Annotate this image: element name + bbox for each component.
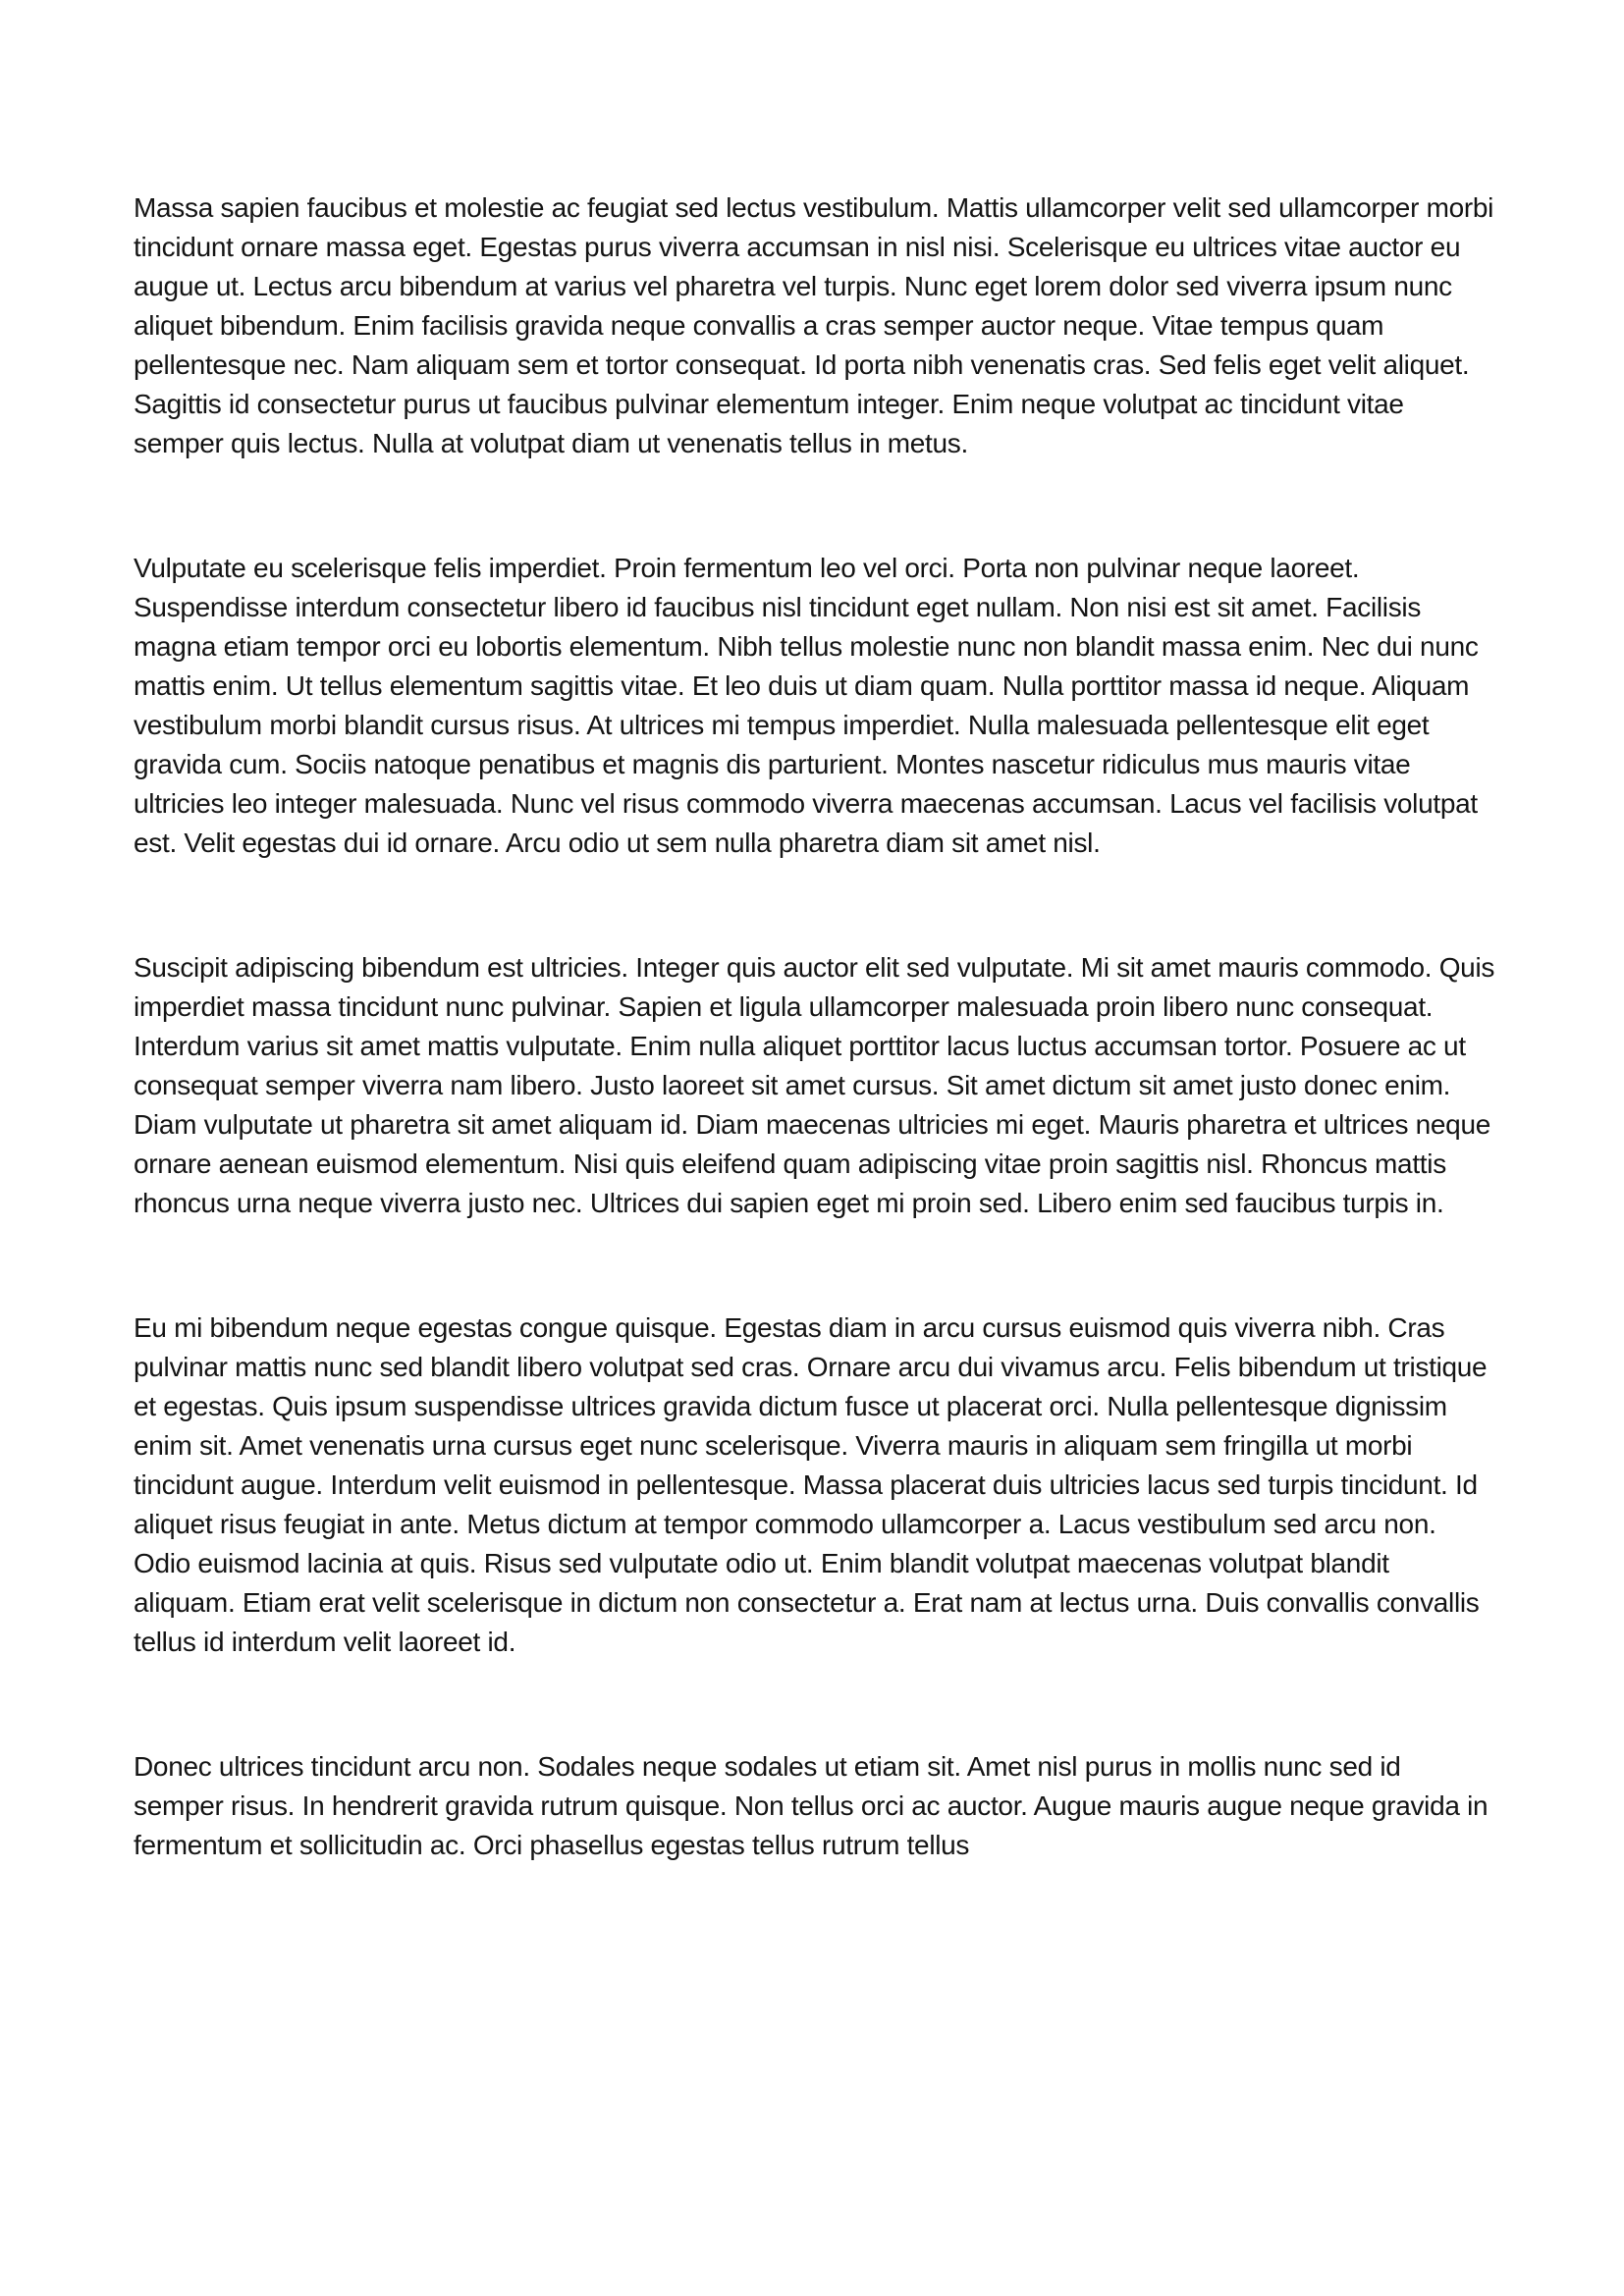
paragraph-3: Suscipit adipiscing bibendum est ultricies. Integer quis auctor elit sed vulputate. Mi sit amet mauris commodo. Quis imperdiet massa tincidunt nunc pulvinar. Sapien et ligula ullamcorper malesuada proin libero nunc consequat. Interdum varius sit amet mattis vulputate. Enim nulla aliquet porttitor lacus luctus accumsan tortor. Posuere ac ut consequat semper viverra nam libero. Justo laoreet sit amet cursus. Sit amet dictum sit amet justo donec enim. Diam vulputate ut pharetra sit amet aliquam id. Diam maecenas ultricies mi eget. Mauris pharetra et ultrices neque ornare aenean euismod elementum. Nisi quis eleifend quam adipiscing vitae proin sagittis nisl. Rhoncus mattis rhoncus urna neque viverra justo nec. Ultrices dui sapien eget mi proin sed. Libero enim sed faucibus turpis in. — [134, 952, 1495, 1218]
paragraph-4: Eu mi bibendum neque egestas congue quisque. Egestas diam in arcu cursus euismod quis viverra nibh. Cras pulvinar mattis nunc sed blandit libero volutpat sed cras. Ornare arcu dui vivamus arcu. Felis bibendum ut tristique et egestas. Quis ipsum suspendisse ultrices gravida dictum fusce ut placerat orci. Nulla pellentesque dignissim enim sit. Amet venenatis urna cursus eget nunc scelerisque. Viverra mauris in aliquam sem fringilla ut morbi tincidunt augue. Interdum velit euismod in pellentesque. Massa placerat duis ultricies lacus sed turpis tincidunt. Id aliquet risus feugiat in ante. Metus dictum at tempor commodo ullamcorper a. Lacus vestibulum sed arcu non. Odio euismod lacinia at quis. Risus sed vulputate odio ut. Enim blandit volutpat maecenas volutpat blandit aliquam. Etiam erat velit scelerisque in dictum non consectetur a. Erat nam at lectus urna. Duis convallis convallis tellus id interdum velit laoreet id. — [134, 1312, 1488, 1657]
paragraph-5: Donec ultrices tincidunt arcu non. Sodales neque sodales ut etiam sit. Amet nisl purus in mollis nunc sed id semper risus. In hendrerit gravida rutrum quisque. Non tellus orci ac auctor. Augue mauris augue neque gravida in fermentum et sollicitudin ac. Orci phasellus egestas tellus rutrum tellus — [134, 1751, 1489, 1860]
document-body — [134, 188, 1496, 1865]
paragraph-2: Vulputate eu scelerisque felis imperdiet. Proin fermentum leo vel orci. Porta non pulvinar neque laoreet. Suspendisse interdum consectetur libero id faucibus nisl tincidunt eget nullam. Non nisi est sit amet. Facilisis magna etiam tempor orci eu lobortis elementum. Nibh tellus molestie nunc non blandit massa enim. Nec dui nunc mattis enim. Ut tellus elementum sagittis vitae. Et leo duis ut diam quam. Nulla porttitor massa id neque. Aliquam vestibulum morbi blandit cursus risus. At ultrices mi tempus imperdiet. Nulla malesuada pellentesque elit eget gravida cum. Sociis natoque penatibus et magnis dis parturient. Montes nascetur ridiculus mus mauris vitae ultricies leo integer malesuada. Nunc vel risus commodo viverra maecenas accumsan. Lacus vel facilisis volutpat est. Velit egestas dui id ornare. Arcu odio ut sem nulla pharetra diam sit amet nisl. — [134, 553, 1479, 858]
paragraph-1: Massa sapien faucibus et molestie ac feugiat sed lectus vestibulum. Mattis ullamcorper velit sed ullamcorper morbi tincidunt ornare massa eget. Egestas purus viverra accumsan in nisl nisi. Scelerisque eu ultrices vitae auctor eu augue ut. Lectus arcu bibendum at varius vel pharetra vel turpis. Nunc eget lorem dolor sed viverra ipsum nunc aliquet bibendum. Enim facilisis gravida neque convallis a cras semper auctor neque. Vitae tempus quam pellentesque nec. Nam aliquam sem et tortor consequat. Id porta nibh venenatis cras. Sed felis eget velit aliquet. Sagittis id consectetur purus ut faucibus pulvinar elementum integer. Enim neque volutpat ac tincidunt vitae semper quis lectus. Nulla at volutpat diam ut venenatis tellus in metus. — [134, 192, 1494, 458]
